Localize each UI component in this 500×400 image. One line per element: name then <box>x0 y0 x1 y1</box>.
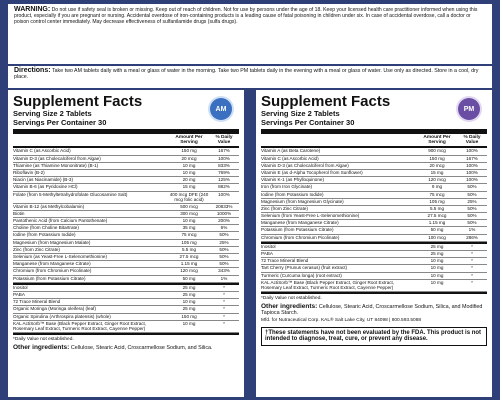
nutrient-name: Choline (from Choline Bitartrate) <box>13 225 79 231</box>
pm-column-header <box>261 134 487 148</box>
nutrient-dv: * <box>471 279 473 285</box>
pm-divider-3 <box>261 292 487 294</box>
nutrient-dv: * <box>471 258 473 264</box>
nutrient-name: KAL ActiSorb™ Base (Black Pepper Extract, Ginger Root Extract, Rosemary Leaf Extract, Turmeric Root Extract, Cayenne Pepper) <box>13 320 147 332</box>
nutrient-row <box>13 218 239 225</box>
nutrient-name: Folate (from 5-Methyltetrahydrofolate Glucosamine Salt) <box>13 191 128 197</box>
pm-other-text: Cellulose, Stearic Acid, Croscarmellose Sodium, Silica, and Modified Tapioca Starch. <box>261 303 483 316</box>
nutrient-name: Vitamin K-1 (as Phylloquinone) <box>261 177 324 183</box>
am-title: Supplement Facts <box>13 93 143 110</box>
nutrient-amount: 15 mg <box>182 184 196 190</box>
nutrient-dv: 50% <box>219 246 229 252</box>
nutrient-row <box>13 240 239 247</box>
nutrient-row <box>13 170 239 177</box>
pm-nutrient-rows <box>261 148 487 241</box>
pm-dv-header: % Daily Value <box>463 135 481 146</box>
nutrient-name: Manganese (from Manganese Citrate) <box>261 220 339 226</box>
nutrient-row <box>13 299 239 306</box>
nutrient-name: Iodine (from Potassium Iodide) <box>261 191 324 197</box>
nutrient-row <box>13 156 239 163</box>
nutrient-dv: * <box>471 251 473 257</box>
nutrient-row <box>13 148 239 155</box>
nutrient-name: Vitamin B-6 (as Pyridoxine HCl) <box>13 184 78 190</box>
nutrient-dv: 343% <box>218 268 230 274</box>
nutrient-amount: 10 mg <box>430 258 444 264</box>
nutrient-name: Tart Cherry (Prunus cerasus) (fruit extract) <box>261 265 348 271</box>
nutrient-row <box>261 170 487 177</box>
nutrient-dv: 882% <box>218 184 230 190</box>
am-column-header <box>13 134 239 148</box>
nutrient-row <box>261 265 487 272</box>
nutrient-dv: 1000% <box>216 210 232 216</box>
nutrient-dv: 100% <box>218 155 230 161</box>
nutrient-name: Magnesium (from Magnesium Malate) <box>13 239 91 245</box>
nutrient-row <box>261 156 487 163</box>
nutrient-name: 72 Trace Mineral Blend <box>13 299 61 305</box>
pm-supplement-facts <box>256 90 492 397</box>
nutrient-dv: 25% <box>219 239 229 245</box>
nutrient-dv: 167% <box>218 148 230 154</box>
nutrient-amount: 1.15 mg <box>428 220 446 226</box>
am-footnote: *Daily Value not established. <box>13 336 74 342</box>
nutrient-amount: 400 mcg DFE (240 mcg folic acid) <box>169 191 209 203</box>
nutrient-name: Riboflavin (B-2) <box>13 169 45 175</box>
nutrient-amount: 10 mg <box>182 299 196 305</box>
nutrient-row <box>261 273 487 280</box>
nutrient-amount: 300 mcg <box>180 210 198 216</box>
nutrient-amount: 120 mcg <box>180 268 198 274</box>
nutrient-dv: 50% <box>467 184 477 190</box>
pm-other-ingredients <box>261 304 487 316</box>
nutrient-amount: 900 mcg <box>428 148 446 154</box>
nutrient-amount: 150 mg <box>181 148 197 154</box>
nutrient-name: Biotin <box>13 210 25 216</box>
nutrient-name: Vitamin D-3 (as Cholecalciferol from Algae) <box>261 162 349 168</box>
nutrient-row <box>261 227 487 234</box>
pm-amount-header: Amount Per Serving <box>423 135 451 146</box>
nutrient-dv: 1% <box>468 227 476 233</box>
directions-label: Directions: <box>14 67 51 74</box>
nutrient-row <box>13 247 239 254</box>
nutrient-name: Inositol <box>261 243 276 249</box>
nutrient-dv: * <box>471 265 473 271</box>
nutrient-dv: 100% <box>218 191 230 197</box>
nutrient-row <box>13 204 239 211</box>
nutrient-amount: 150 mg <box>181 313 197 319</box>
nutrient-row <box>261 251 487 258</box>
am-amount-header: Amount Per Serving <box>175 135 203 146</box>
nutrient-amount: 105 mg <box>429 198 445 204</box>
nutrient-row <box>13 285 239 292</box>
nutrient-amount: 35 mg <box>182 225 196 231</box>
nutrient-amount: 9 mg <box>431 184 443 190</box>
nutrient-amount: 150 mg <box>429 155 445 161</box>
nutrient-dv: 50% <box>467 213 477 219</box>
nutrient-name: PABA <box>261 251 273 257</box>
nutrient-row <box>13 254 239 261</box>
nutrient-name: Niacin (as Niacinamide) (B-3) <box>13 177 73 183</box>
nutrient-dv: * <box>223 291 225 297</box>
am-nutrient-rows <box>13 148 239 282</box>
directions-text: Take two AM tablets daily with a meal or glass of water in the morning. Take two PM tablets daily in the evening with a meal or glass of water. Use only as directed. Store in a cool, dry place. <box>14 68 479 81</box>
nutrient-row <box>13 321 239 333</box>
nutrient-name: Organic Spirulina (Arthrospira platensis) (whole) <box>13 313 111 319</box>
nutrient-row <box>261 258 487 265</box>
nutrient-amount: 15 mg <box>430 169 444 175</box>
nutrient-amount: 27.5 mcg <box>427 213 447 219</box>
pm-badge-icon: PM <box>458 98 480 120</box>
am-badge-icon: AM <box>210 98 232 120</box>
am-servings-per-container: Servings Per Container 30 <box>13 117 107 127</box>
nutrient-row <box>13 232 239 239</box>
nutrient-name: Zinc (from Zinc Citrate) <box>13 246 60 252</box>
nutrient-amount: 27.5 mcg <box>179 254 199 260</box>
am-other-text: Cellulose, Stearic Acid, Croscarmellose Sodium, and Silica. <box>70 344 213 351</box>
nutrient-dv: * <box>223 299 225 305</box>
nutrient-row <box>13 314 239 321</box>
nutrient-name: Selenium (as Yeast-Free L-Selenomethionine) <box>13 254 107 260</box>
nutrient-row <box>13 276 239 283</box>
nutrient-dv: * <box>471 272 473 278</box>
nutrient-row <box>261 199 487 206</box>
nutrient-dv: 200% <box>218 218 230 224</box>
nutrient-name: Magnesium (from Magnesium Glycinate) <box>261 198 344 204</box>
nutrient-amount: 20 mg <box>182 177 196 183</box>
nutrient-name: Vitamin C (as Ascorbic Acid) <box>13 148 71 154</box>
nutrient-dv: 100% <box>466 177 478 183</box>
nutrient-amount: 10 mg <box>182 162 196 168</box>
nutrient-dv: 769% <box>218 169 230 175</box>
nutrient-amount: 25 mg <box>182 284 196 290</box>
nutrient-amount: 10 mg <box>182 218 196 224</box>
nutrient-row <box>13 261 239 268</box>
nutrient-row <box>261 235 487 242</box>
nutrient-row <box>13 225 239 232</box>
nutrient-name: 72 Trace Mineral Blend <box>261 258 309 264</box>
nutrient-amount: 25 mg <box>430 251 444 257</box>
nutrient-name: Vitamin E (as d-Alpha Tocopherol from Sunflower) <box>261 169 363 175</box>
nutrient-name: Potassium (from Potassium Citrate) <box>13 275 86 281</box>
pm-fda-statement: †These statements have not been evaluated by the FDA. This product is not intended to diagnose, treat, cure, or prevent any disease. <box>261 327 487 347</box>
nutrient-name: Organic Moringa (Moringa oleifera) (leaf) <box>13 306 96 312</box>
nutrient-amount: 50 mg <box>430 227 444 233</box>
nutrient-amount: 10 mg <box>430 279 444 285</box>
nutrient-amount: 5.5 mg <box>181 246 197 252</box>
nutrient-dv: 50% <box>467 220 477 226</box>
pm-other-label: Other ingredients: <box>261 302 318 310</box>
nutrient-amount: 10 mg <box>182 320 196 326</box>
nutrient-amount: 20 mcg <box>181 155 197 161</box>
nutrient-dv: * <box>223 320 225 326</box>
nutrient-name: Vitamin C (as Ascorbic Acid) <box>261 155 319 161</box>
nutrient-dv: 833% <box>218 162 230 168</box>
pm-servings-per-container: Servings Per Container 30 <box>261 117 355 127</box>
am-other-ingredients <box>13 345 239 351</box>
nutrient-amount: 1.15 mg <box>180 261 198 267</box>
nutrient-name: Selenium (from Yeast-Free L-Selenomethionine) <box>261 213 360 219</box>
pm-serving-size: Serving Size 2 Tablets <box>261 109 340 118</box>
nutrient-name: Potassium (from Potassium Citrate) <box>261 227 334 233</box>
nutrient-row <box>13 163 239 170</box>
nutrient-name: Vitamin D-3 (as Cholecalciferol from Algae) <box>13 155 101 161</box>
nutrient-dv: * <box>223 306 225 312</box>
nutrient-amount: 500 mcg <box>180 203 198 209</box>
pm-title: Supplement Facts <box>261 93 391 110</box>
nutrient-amount: 20 mcg <box>429 162 445 168</box>
nutrient-dv: 50% <box>467 205 477 211</box>
nutrient-row <box>261 192 487 199</box>
nutrient-row <box>261 220 487 227</box>
nutrient-amount: 105 mg <box>181 239 197 245</box>
nutrient-name: Iodine (from Potassium Iodide) <box>13 232 76 238</box>
nutrient-row <box>13 211 239 218</box>
nutrient-dv: * <box>223 284 225 290</box>
nutrient-amount: 10 mg <box>430 265 444 271</box>
nutrient-dv: 286% <box>466 234 478 240</box>
nutrient-name: KAL ActiSorb™ Base (Black Pepper Extract, Ginger Root Extract, Rosemary Leaf Extract, Turmeric Root Extract, Cayenne Pepper) <box>261 279 395 291</box>
nutrient-row <box>261 280 487 292</box>
nutrient-dv: * <box>471 243 473 249</box>
nutrient-name: Chromium (from Chromium Picolinate) <box>261 234 340 240</box>
warning-label: WARNING: <box>14 6 51 13</box>
nutrient-dv: 50% <box>467 191 477 197</box>
nutrient-row <box>261 148 487 155</box>
nutrient-dv: 100% <box>466 162 478 168</box>
warning-text: Do not use if safety seal is broken or missing. Keep out of reach of children. Not for use by persons under the age of 18. Keep your licensed health care practitioner informed when using this product, especially if you are pregnant or nursing. Accidental overdose of iron-containing products is a leading cause of fatal poisoning in children under six. In case of accidental overdose, call a doctor or poison control center immediately. May decrease effectiveness of sulfanilamide drugs (sulfa drugs). <box>14 7 478 26</box>
nutrient-row <box>261 206 487 213</box>
nutrient-row <box>261 177 487 184</box>
am-dv-header: % Daily Value <box>215 135 233 146</box>
nutrient-dv: 50% <box>219 261 229 267</box>
nutrient-row <box>261 184 487 191</box>
nutrient-dv: 50% <box>219 232 229 238</box>
am-other-label: Other ingredients: <box>13 343 70 351</box>
nutrient-amount: 120 mcg <box>428 177 446 183</box>
nutrient-dv: 50% <box>219 254 229 260</box>
pm-footnote: *Daily Value not established. <box>261 295 322 301</box>
nutrient-dv: 100% <box>466 148 478 154</box>
nutrient-amount: 25 mg <box>182 306 196 312</box>
nutrient-amount: 75 mcg <box>429 191 445 197</box>
nutrient-amount: 75 mcg <box>181 232 197 238</box>
nutrient-row <box>261 213 487 220</box>
nutrient-row <box>13 268 239 275</box>
nutrient-name: Turmeric (Curcuma longa) (root extract) <box>261 272 342 278</box>
nutrient-amount: 10 mg <box>430 272 444 278</box>
nutrient-name: Iron (from Iron Glycinate) <box>261 184 313 190</box>
nutrient-amount: 25 mg <box>182 291 196 297</box>
nutrient-amount: 10 mg <box>182 169 196 175</box>
nutrient-name: Chromium (from Chromium Picolinate) <box>13 268 92 274</box>
directions-panel <box>8 66 492 88</box>
pm-manufacturer: Mfd. for Nutraceutical Corp. KAL® Salt Lake City, UT 84098 | 800.593.5088 <box>261 317 422 323</box>
am-supplement-facts <box>8 90 244 397</box>
nutrient-amount: 5.5 mg <box>429 205 445 211</box>
nutrient-name: Vitamin A (as Beta Carotene) <box>261 148 321 154</box>
nutrient-dv: 125% <box>218 177 230 183</box>
am-blend-rows <box>13 285 239 333</box>
am-divider-3 <box>13 333 239 335</box>
pm-blend-rows <box>261 244 487 292</box>
nutrient-dv: 25% <box>467 198 477 204</box>
nutrient-dv: 20833% <box>215 203 233 209</box>
nutrient-name: Pantothenic Acid (from Calcium Pantothenate) <box>13 218 108 224</box>
nutrient-row <box>13 177 239 184</box>
nutrient-name: PABA <box>13 291 25 297</box>
nutrient-name: Vitamin B-12 (as Methylcobalamin) <box>13 203 85 209</box>
nutrient-dv: 100% <box>466 169 478 175</box>
nutrient-amount: 25 mg <box>430 243 444 249</box>
nutrient-row <box>261 244 487 251</box>
nutrient-name: Thiamine (as Thiamine Mononitrate) (B-1) <box>13 162 99 168</box>
nutrient-name: Manganese (from Manganese Citrate) <box>13 261 91 267</box>
nutrient-row <box>13 292 239 299</box>
am-serving-size: Serving Size 2 Tablets <box>13 109 92 118</box>
nutrient-row <box>13 192 239 204</box>
nutrient-dv: 167% <box>466 155 478 161</box>
warning-panel <box>8 4 492 64</box>
nutrient-name: Zinc (from Zinc Citrate) <box>261 205 308 211</box>
nutrient-dv: 1% <box>220 275 228 281</box>
nutrient-dv: 6% <box>220 225 228 231</box>
nutrient-amount: 50 mg <box>182 275 196 281</box>
nutrient-row <box>261 163 487 170</box>
nutrient-amount: 100 mcg <box>428 234 446 240</box>
nutrient-row <box>13 184 239 191</box>
nutrient-row <box>13 306 239 313</box>
nutrient-name: Inositol <box>13 284 28 290</box>
nutrient-dv: * <box>223 313 225 319</box>
